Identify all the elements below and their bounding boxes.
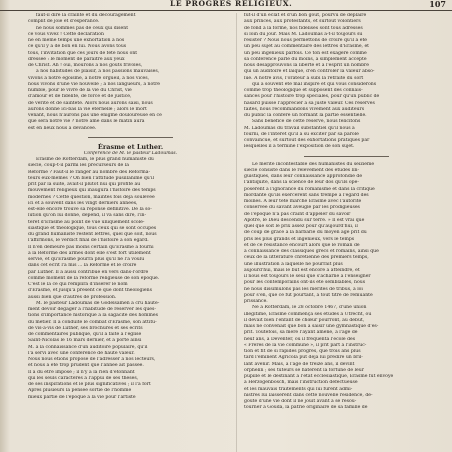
text-line: lue. À notre avis, l'orateur a subi la retraite du sort [244,75,364,81]
text-line: prit par la suite, avait-il plutôt nui qui profité au [28,182,141,187]
text-line: siastique et théologique, tous ceux qui se sont occupés [28,225,157,231]
text-line: ne nous sommes pas de ceux qui disent [36,25,129,31]
text-line: si loin du jour. Mais M. Ladoumas a-t-il toujours su [244,31,363,37]
section-subtitle: Conférence de M. le pasteur Ladoumas. [83,150,178,156]
text-line: un peu ingénieux parfois. Ce ton est exagéré comme [244,50,367,56]
text-line: ici et à souvent dans les vingt derniers années, [28,200,138,206]
text-line: Apôtre, le Dieu descendu sur terre. » Il est vrai que [244,217,365,223]
text-line: prissance. [244,299,268,304]
text-line: ment devoir dégager à l'habitude de réserver les ques- [28,307,156,312]
text-line: vivons à notre égoïsme, à notre orgueil, à nos vices, [28,75,150,81]
text-line: Réforme ? Faut-il le ranger au nombre des Réforma- [28,169,151,175]
text-line: sances pour l'histoire trop spéciales, pour qu'un public de [244,94,380,100]
section-rule [88,137,173,138]
right-column-top-text [244,13,449,151]
text-line: teurs eux-mêmes ? On bien l'attitude pusillanime qu'il [28,175,154,181]
text-line: modernes ? Cette question, maintes fois déjà soulevée [28,194,155,200]
text-line: à nos habitudes de plaisir, à nos passions mauvaises, [36,69,160,75]
left-column [28,13,233,401]
text-line: tous, l'invitation que ces jours de fête nous ont [28,50,138,56]
text-line: de ses inspirations et le plus significatives ; il l'a fort [28,382,151,387]
text-line: guistiques, dans leur connaissance approfondie de [244,174,363,179]
text-line: posèrent à l'ignorance du romanisme et dans la critique [244,186,375,192]
text-line: prit. Toutefois, sa mère l'ayant amené, à l'âge de [244,330,358,336]
text-line: fût-il d'un éclat et d'un bon goût, pourvu de déplaire [244,13,367,18]
text-line: de Christ. Ah ! oui, mourons à nos goûts frivoles, [28,63,143,68]
text-line: nous désapprouvons la liberté et à l'esprit un nombre [244,63,369,68]
column-divider [236,13,237,452]
text-line: d'Érasme, et jusqu'à présent ce que dont théologiens [28,288,152,294]
text-line: mordante qu'ils exercèrent sans trempe à l'égard des [244,192,369,198]
text-line: de coup de grâce à la barbarie du moyen âge prit du [244,230,367,236]
text-line: et de ce résistance encourt alors que le roman de [244,242,360,248]
text-line: du public la confère un formant la partie essentielle. [244,113,367,118]
text-line: quel que soit le prix assez pour qu'aujourd'hui, il [244,224,358,229]
text-line: l'a servi avec une conférence de haute valeur. [28,350,135,356]
text-line: de vérité et de sainteté. Alors nous aurons saisi, nous [28,100,153,106]
text-line: dressée : le moment de paraître aux yeux [28,56,125,62]
text-line: Il a dû être imposé ; il n'y a la rien d'étonnant [28,369,135,375]
text-line: M. le pasteur Ladoumas de Gödelsamen a cru haute- [36,300,160,306]
text-line: est en lieux nous à devancée. [28,125,97,131]
text-line: aux princes, aux protestants, et surtout volontiers [244,19,361,25]
text-line: ce vous vivez ! Cette déclaration [28,31,104,37]
text-line: lution qu'on lui donne, dépend, il va sans dire, l'in- [28,213,147,219]
text-line: par Luther. Il a aussi contribué en vers dans-l'ordre [28,269,149,275]
text-line: à la Réforme des armes dont elle s'est fort utilement [28,250,151,256]
text-line: fourni, de l'intérêt qu'il a su exciter par sa parole [244,131,359,137]
text-line: tourner à Gouda, la patrie originaire de sa famille de [244,405,368,411]
text-line: du grand humaniste restent lettrés, quel que soit, nous [28,232,157,237]
text-line: et les mauvais traitements qui lui furent admi- [244,386,353,392]
text-line: que sera notre vie ? notre âme dans le matin aura [28,119,145,125]
text-line: tions d'importance historique à la sagacité des hommes [28,313,158,319]
text-line: est-elle encore trouvé sa réponse définitive. De la so- [28,207,152,212]
text-line: sa conférence parlé du moins, à simplement accepté [244,56,367,62]
text-line: térêt d'Érasme au point de vue uniquement scolé- [28,219,145,225]
text-line: M. à la connaissance d'un auditoire populaire, qu'il [28,344,148,350]
text-line: nous vivons d'une vie nouvelle ; à nos langueurs, à notre [28,81,161,87]
text-line: Né à Rotterdam, le 28 octobre 1467, d'une union [252,305,367,311]
text-line: aujourd'hui, mais le but est encore à atteindre, et [244,267,360,273]
text-line: et nous a été trop prudent que l'année ait passée. [28,363,144,369]
paragraph-rule [304,156,389,157]
text-line: qui un auditoire et laïque, d'en contrôler la valeur abso- [244,69,375,75]
text-line: neuf ans, à Deventer, où il fréquenta l'école des [244,336,356,342]
text-line: résister ? Nous nous permettons de croire qu'il a été [244,38,368,43]
text-line: humble, pour le vivre de la vie du Christ, vie [28,88,132,93]
left-column-bottom-text [28,157,233,401]
text-line: qui a souvent été mal inspiré et qui vous considérons [252,81,377,87]
right-column [244,13,449,412]
text-line: un peu sujet au commentaire des lettres d'Érasme, et [244,44,370,50]
text-line: Il n'en demeure pas moins certain qu'Érasme a fourni [28,244,154,250]
text-line: Après plusieurs la pensée sortie de l'homme [28,388,132,394]
text-line: de l'époque n'a pas craint d'appeler du savoir [244,211,351,217]
text-line: ne nous dissimulons pas les mérites de tribus, à loi [244,286,363,292]
text-line: tion et fit de si rapides progrès, que trois ans plus [244,349,361,354]
running-title: LE PROGRÈS RELIGIEUX. [170,0,293,8]
text-line: Érasme de Rotterdam, le plus grand humaniste du [36,157,154,162]
text-line: C'est le là ce qui remplira d'insérer le nom [28,282,128,287]
text-line: pupille et le destinant à l'état ecclésiastique, Érasme fut envoyé [244,374,394,379]
text-line: servie, et qu'Érasme pourra plus qu'il ne l'a voulu [28,257,145,262]
text-line: de commentaires publique, qu'il a faite à l'église [28,332,142,337]
text-line: faites, nous recommandons vivement aux auditeurs [244,106,365,112]
page-number: 107 [429,0,446,9]
text-line: ceux de la littérature chrétienne des premiers temps, [244,255,369,261]
text-line: moines. À leur tête marche Érasme avec l'autorité [244,199,362,204]
text-line: comme moment de la réforme religieuse de son époque. [28,275,160,281]
right-column-bottom-text [244,162,449,412]
text-line: illégitime, Érasme commença ses études à Utrecht, où [244,311,372,317]
text-line: mais ne convenait que bon à saisir une gymnastique d'es- [244,324,379,329]
text-line: d'amour et de fidélité, de force et de justice, [28,94,132,100]
text-line: M. Ladoumas du travail substantiel qu'il nous a [244,125,355,131]
section-title: Érasme et Luther. [97,142,164,151]
text-line: Sans bénéfice de cette réserve, nous félicitons [252,119,361,125]
text-line: de fond à la forme, nos fidélisés sont tous adressés [244,25,363,31]
text-line: nistrés lui laissèrent dans cette nouvelle résidence, dé- [244,392,373,398]
text-line: tard l'éminent Agricola put déjà lui prédire un bril- [244,355,363,361]
text-line: conservée du savant aveuglé par les prodigieuses [244,205,360,211]
text-line: il devait bien l'enfant de chœur pourront, au début, [244,317,365,323]
text-line: mouvement religieux qui inaugura l'histoire des temps [28,188,156,194]
text-line: pour s'en, que ce fut pourtant, à tout titre de remuante [244,292,373,298]
text-line: Saint-Nicolas le 16 mars dernier, et a porté ainsi [28,338,142,344]
text-line: aurons donné ici-bas la vie éternelle ; alors le mort [28,106,147,112]
text-line: qui les seuls caractères à l'appui de ses thèses, [28,375,139,381]
text-line: siècle, coup-t-il parmi les précurseurs de la [28,163,129,169]
text-line: du métier. Il a conduite le combat d'Érasme, son attitu- [28,319,157,325]
text-line: faut-il dire la crainte et du découragement [36,13,136,18]
text-line: comme trop théologique et supposent des connais- [244,88,363,93]
left-column-top-text [28,13,233,132]
text-line: l'affirmons, le verdict final de l'histoire à son égard. [28,238,149,244]
text-line: pour les contemporains ont-ils été semblables, nous [244,280,366,286]
text-line: à Herzogenbosch, mais l'instruction défectueuse [244,380,358,386]
text-line: orphelin ; ses tuteurs se hâtèrent la fortune de leur [244,367,364,373]
text-line: dans cet écrit l'a mis ... la Réforme et le croire [28,263,137,269]
text-line: mieux partie de l'époque à la vie pour l'artiste [28,394,136,400]
text-line: lesquelles il a terminé l'exposition de son sujet. [244,144,355,150]
text-line: convaincue, et surtout des exhortations pratiques par [244,138,370,143]
text-line: goûté d'une vie dont il ne jouit avant à se résou- [244,399,357,404]
text-line: hasard puisse l'apprécier à sa juste valeur. Ces réserves [244,100,375,106]
text-line: venant, nous n'aurons pas une énigme douloureuse en ce [28,113,162,118]
text-line: l'antiquité, dans la science de leur dos qu'ils ope- [244,180,359,186]
text-line: Nous nous étions proposé de l'adresser à nos lecteurs, [28,357,156,362]
text-line: ne en même temps une exhortation à nos [28,38,125,43]
text-line: de vis-à-vis de Luther, ses brochures et ses écrits [28,325,143,331]
text-line: aussi bien que d'autres de profession. [28,294,117,300]
text-line: il nous est toujours le seul que s'acharne à l'enseigner [244,274,371,279]
text-line: pris les plus grands et ingénieux, vers le temps [244,236,355,242]
text-line: lant avenir. Mais, à l'âge de treize ans, il devint [244,361,355,367]
text-line: siècle consiste dans le relèvement des études lin- [244,167,360,173]
text-line: Le mérite incontestable des humanistes du seizième [252,161,375,167]
text-line: ce qu'il y a de bon en lui. Nous avons tous [28,44,127,50]
page-header [0,0,452,11]
text-line: à connaissance des classiques grecs et romains, ainsi que [244,249,379,254]
text-line: « Frères de la vie commune », il prit part à l'instruc- [244,342,367,348]
text-line: complit de joie et d'espérance. [28,19,100,25]
text-line: une illustration à laquelle ne pourrait plus [244,261,343,267]
